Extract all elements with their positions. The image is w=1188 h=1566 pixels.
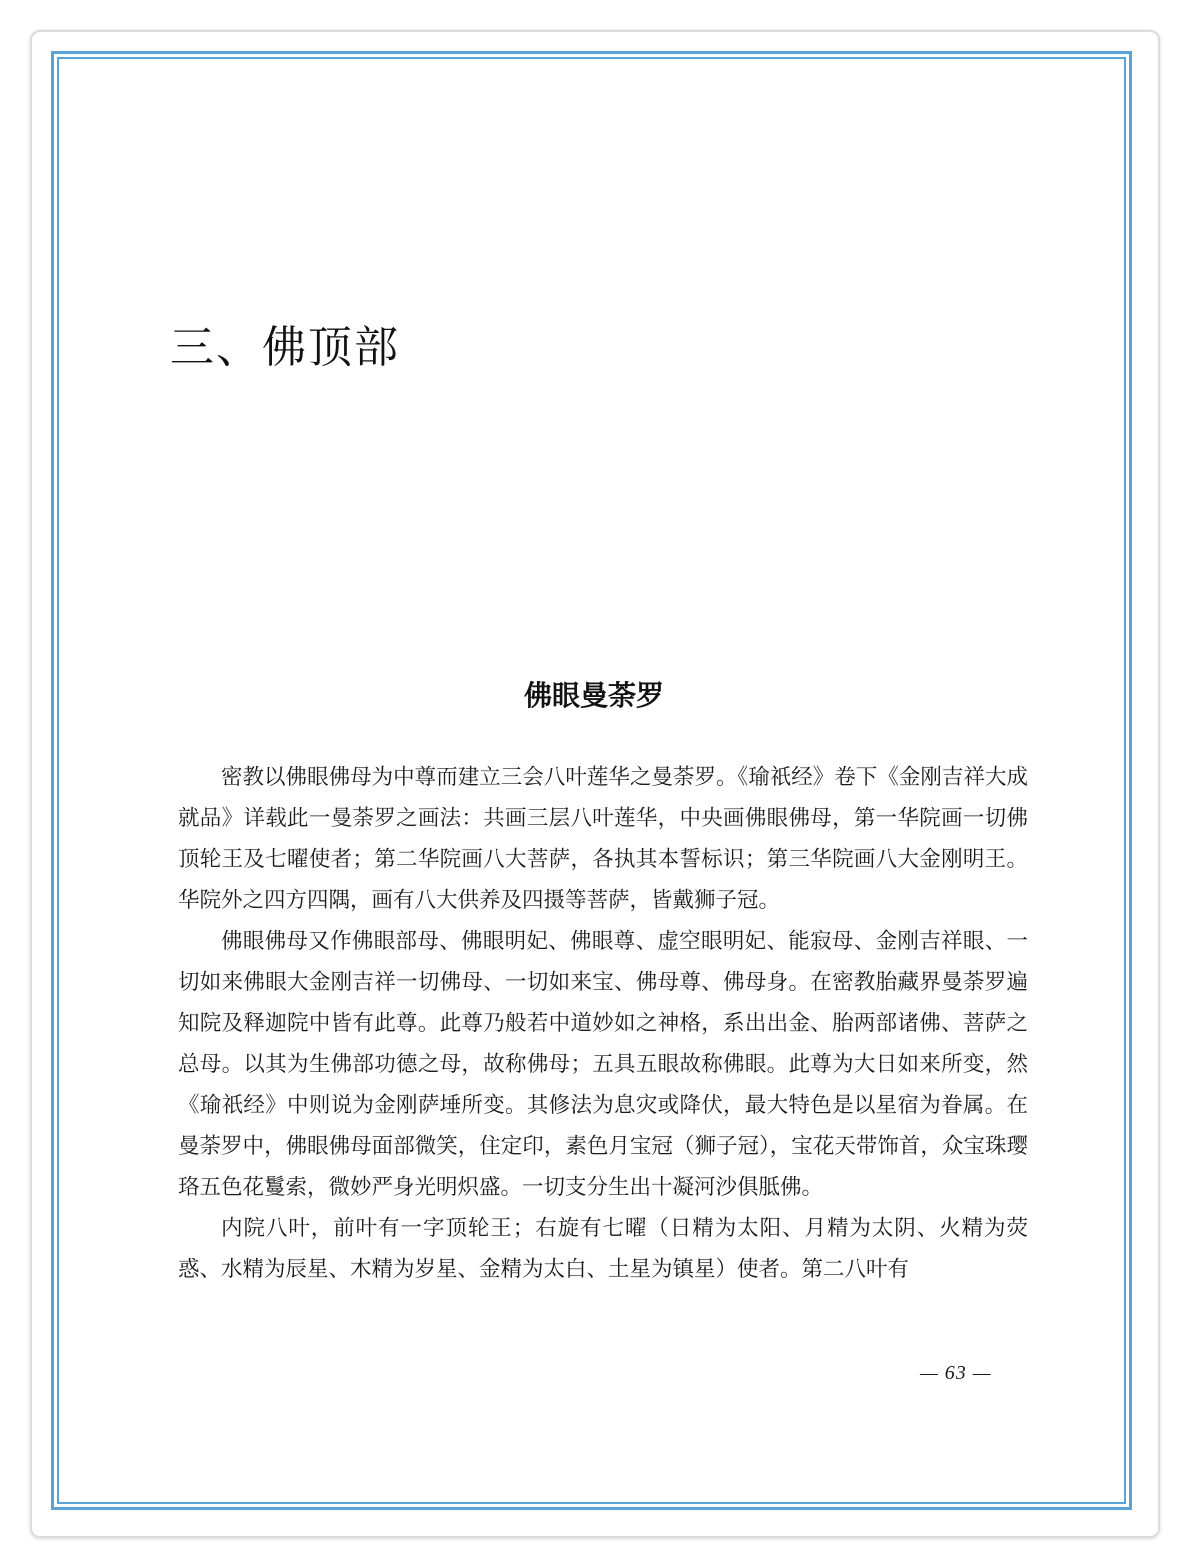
chapter-title: 三、佛顶部 (170, 322, 400, 373)
paragraph: 佛眼佛母又作佛眼部母、佛眼明妃、佛眼尊、虚空眼明妃、能寂母、金刚吉祥眼、一切如来佛眼大金刚吉祥一切佛母、一切如来宝、佛母尊、佛母身。在密教胎藏界曼荼罗遍知院及释迦院中皆有此尊。此尊乃般若中道妙如之神格，系出出金、胎两部诸佛、菩萨之总母。以其为生佛部功德之母，故称佛母；五具五眼故称佛眼。此尊为大日如来所变，然《瑜祇经》中则说为金刚萨埵所变。其修法为息灾或降伏，最大特色是以星宿为眷属。在曼荼罗中，佛眼佛母面部微笑，住定印，素色月宝冠（狮子冠），宝花天带饰首，众宝珠璎珞五色花鬘索，微妙严身光明炽盛。一切支分生出十凝河沙俱胝佛。 (178, 929, 1028, 1200)
section-title: 佛眼曼荼罗 (523, 679, 664, 712)
body-text (178, 757, 1028, 1290)
page-number: — 63 — (920, 1362, 992, 1384)
paragraph: 内院八叶，前叶有一字顶轮王；右旋有七曜（日精为太阳、月精为太阴、火精为荧惑、水精为辰星、木精为岁星、金精为太白、土星为镇星）使者。第二八叶有 (178, 1216, 1028, 1282)
paragraph: 密教以佛眼佛母为中尊而建立三会八叶莲华之曼荼罗。《瑜祇经》卷下《金刚吉祥大成就品》详载此一曼荼罗之画法：共画三层八叶莲华，中央画佛眼佛母，第一华院画一切佛顶轮王及七曜使者；第二华院画八大菩萨，各执其本誓标识；第三华院画八大金刚明王。华院外之四方四隅，画有八大供养及四摄等菩萨，皆戴狮子冠。 (178, 765, 1028, 913)
